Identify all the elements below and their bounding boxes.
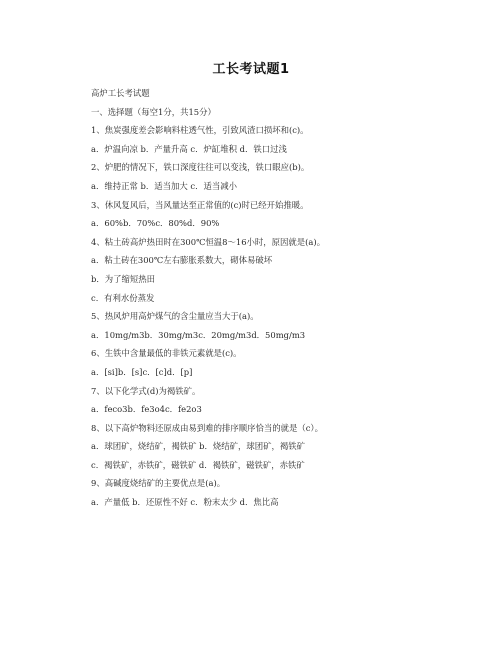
text-line: a．10mg/m3b．30mg/m3c．20mg/m3d．50mg/m3	[91, 329, 306, 340]
text-line: 8、以下高炉物料还原成由易到难的排序顺序恰当的就是（c）。	[91, 422, 323, 433]
text-line: 一、选择题（每空1分，共15分）	[91, 106, 216, 117]
text-line: 高炉工长考试题	[91, 88, 150, 98]
text-line: 2、炉肥的情况下，铁口深度往往可以变浅，铁口眼应(b)。	[91, 162, 310, 173]
text-line: c．褐铁矿，赤铁矿，磁铁矿 d．褐铁矿，磁铁矿，赤铁矿	[91, 459, 305, 470]
text-line: 6、生铁中含量最低的非铁元素就是(c)。	[91, 348, 242, 359]
text-line: a．[si]b．[s]c．[c]d．[p]	[91, 366, 193, 377]
page-title: 工长考试题1	[212, 62, 290, 77]
text-line: 7、以下化学式(d)为褐铁矿。	[91, 385, 201, 396]
text-line: a．粘土砖在300℃左右膨胀系数大，砌体易破坏	[91, 255, 273, 266]
text-line: a．feco3b．fe3o4c．fe2o3	[91, 404, 202, 415]
text-line: c．有利水份蒸发	[91, 292, 155, 303]
text-line: b．为了缩短热田	[91, 273, 155, 284]
text-line: a．炉温向凉 b．产量升高 c．炉缸堆积 d．铁口过浅	[91, 143, 287, 154]
text-line: a．产量低 b．还原性不好 c．粉末太少 d．焦比高	[91, 497, 279, 508]
text-body	[91, 84, 491, 512]
text-line: 5、热风炉用高炉煤气的含尘量应当大于(a)。	[91, 311, 259, 322]
text-line: 9、高碱度烧结矿的主要优点是(a)。	[91, 478, 226, 489]
text-line: 1、焦炭强度差会影响料柱透气性，引致风渣口损坏和(c)。	[91, 125, 309, 136]
text-line: a．维持正常 b．适当加大 c．适当减小	[91, 180, 237, 191]
text-line: a．60%b．70%c．80%d．90%	[91, 218, 220, 229]
text-line: 4、粘土砖高炉热田时在300℃恒温8～16小时，原因就是(a)。	[91, 236, 326, 247]
text-line: 3、休风复风后，当风量达至正常值的(c)时已经开始推暖。	[91, 199, 309, 210]
text-line: a．球团矿，烧结矿，褐铁矿 b．烧结矿，球团矿，褐铁矿	[91, 441, 306, 452]
